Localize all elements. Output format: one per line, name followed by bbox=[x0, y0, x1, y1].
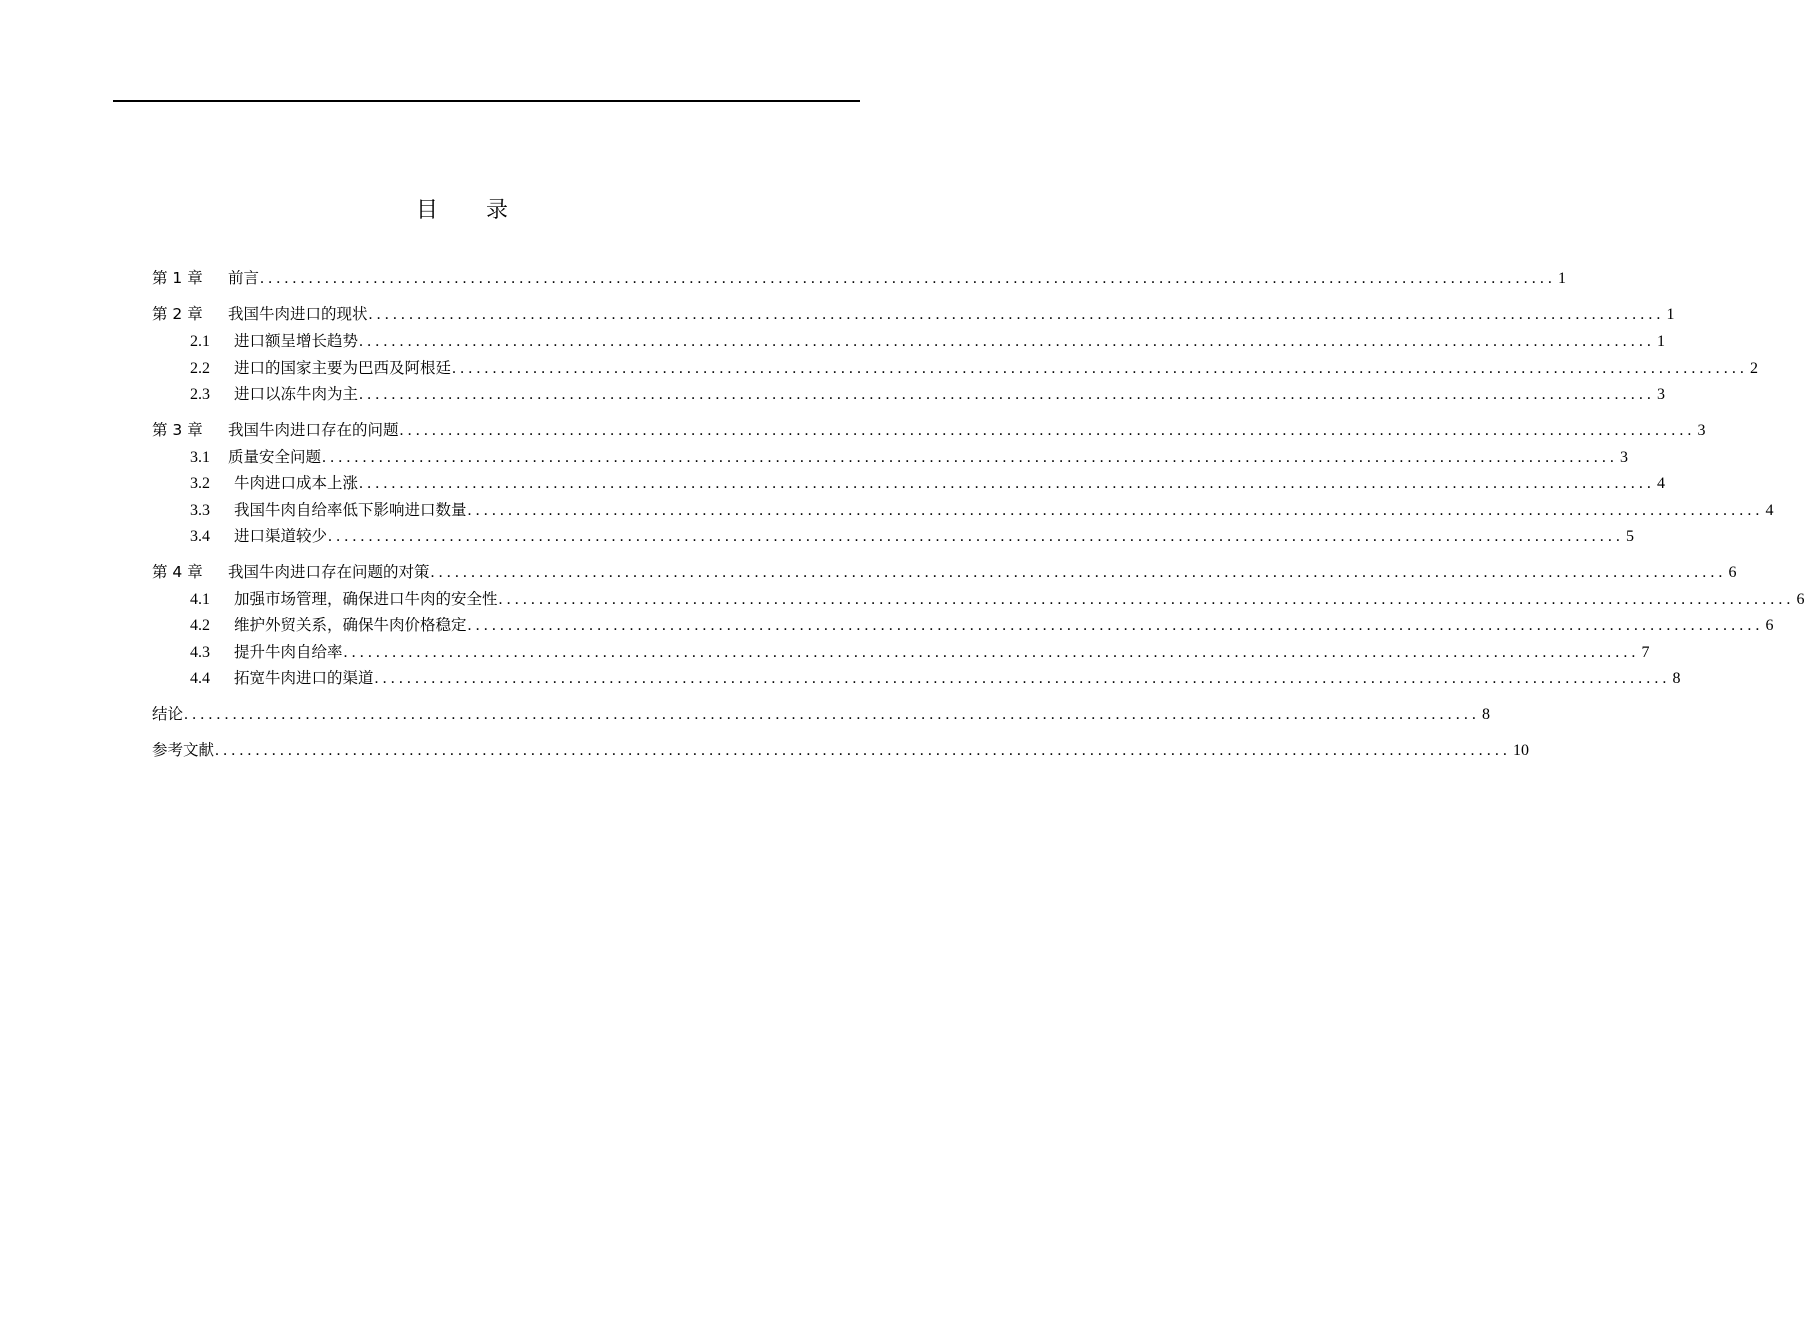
dot-leader bbox=[468, 617, 1764, 635]
toc-entry-page: 6 bbox=[1796, 590, 1805, 608]
toc-entry-page: 1 bbox=[1558, 270, 1567, 287]
toc-entry-section-2-1[interactable] bbox=[152, 329, 1666, 356]
dot-leader bbox=[215, 742, 1511, 760]
dot-leader bbox=[400, 422, 1696, 440]
toc-entry-page: 8 bbox=[1482, 705, 1491, 723]
toc-entry-page: 6 bbox=[1765, 617, 1774, 634]
toc-entry-number: 3.1 bbox=[190, 448, 210, 466]
toc-entry-number: 4.2 bbox=[190, 617, 210, 634]
dot-leader bbox=[260, 270, 1556, 288]
toc-entry-label: 参考文献 bbox=[152, 740, 215, 759]
toc-entry-section-3-2[interactable] bbox=[152, 471, 1666, 498]
toc-entry-page: 10 bbox=[1513, 741, 1530, 759]
toc-entry-number: 3.4 bbox=[190, 528, 210, 545]
toc-entry-label: 进口渠道较少 bbox=[234, 527, 328, 545]
toc-entry-label: 前言 bbox=[228, 269, 260, 287]
dot-leader bbox=[468, 502, 1764, 520]
toc-entry-page: 4 bbox=[1765, 501, 1774, 519]
toc-entry-page: 6 bbox=[1728, 563, 1737, 581]
dot-leader bbox=[359, 475, 1655, 493]
toc-entry-references[interactable] bbox=[152, 738, 1530, 765]
dot-leader bbox=[328, 528, 1624, 546]
toc-entry-label: 加强市场管理，确保进口牛肉的安全性 bbox=[234, 589, 498, 608]
toc-entry-page: 7 bbox=[1641, 643, 1650, 661]
toc-entry-chapter-4[interactable] bbox=[152, 560, 1737, 587]
toc-entry-label: 提升牛肉自给率 bbox=[234, 642, 343, 661]
dot-leader bbox=[375, 670, 1671, 688]
toc-entry-number: 3.2 bbox=[190, 475, 210, 492]
toc-entry-section-4-2[interactable] bbox=[152, 613, 1774, 640]
dot-leader bbox=[322, 449, 1618, 467]
toc-entry-page: 1 bbox=[1657, 333, 1666, 350]
toc-entry-number: 4.1 bbox=[190, 590, 210, 608]
toc-entry-conclusion[interactable] bbox=[152, 702, 1491, 729]
dot-leader bbox=[431, 564, 1727, 582]
toc-entry-page: 2 bbox=[1750, 359, 1759, 377]
toc-entry-section-2-2[interactable] bbox=[152, 356, 1759, 383]
toc-entry-section-4-1[interactable] bbox=[152, 587, 1805, 614]
toc-entry-page: 5 bbox=[1626, 528, 1635, 545]
toc-entry-number: 第 3 章 bbox=[152, 420, 203, 439]
dot-leader bbox=[344, 644, 1640, 662]
toc-entry-page: 3 bbox=[1697, 421, 1706, 439]
toc-entry-number: 第 1 章 bbox=[152, 269, 203, 287]
toc-entry-label: 我国牛肉进口的现状 bbox=[228, 305, 368, 323]
toc-entry-section-4-3[interactable] bbox=[152, 640, 1650, 667]
toc-entry-label: 我国牛肉自给率低下影响进口数量 bbox=[234, 500, 467, 519]
toc-entry-number: 2.3 bbox=[190, 386, 210, 403]
toc-entry-label: 质量安全问题 bbox=[228, 447, 322, 466]
toc-entry-page: 4 bbox=[1657, 475, 1666, 492]
toc-entry-label: 维护外贸关系，确保牛肉价格稳定 bbox=[234, 616, 467, 634]
toc-entry-label: 结论 bbox=[152, 704, 184, 723]
dot-leader bbox=[184, 706, 1480, 724]
toc-entry-number: 第 4 章 bbox=[152, 562, 203, 581]
dot-leader bbox=[499, 591, 1795, 609]
toc-entry-label: 拓宽牛肉进口的渠道 bbox=[234, 669, 374, 687]
toc-entry-section-3-4[interactable] bbox=[152, 524, 1635, 551]
toc-entry-chapter-3[interactable] bbox=[152, 418, 1706, 445]
toc-entry-section-3-1[interactable] bbox=[152, 445, 1629, 472]
dot-leader bbox=[369, 306, 1665, 324]
toc-entry-label: 进口额呈增长趋势 bbox=[234, 332, 359, 350]
table-of-contents bbox=[152, 266, 1805, 765]
dot-leader bbox=[359, 333, 1655, 351]
toc-entry-label: 进口的国家主要为巴西及阿根廷 bbox=[234, 358, 452, 377]
toc-entry-page: 3 bbox=[1657, 386, 1666, 403]
toc-entry-label: 我国牛肉进口存在问题的对策 bbox=[228, 562, 430, 581]
toc-entry-chapter-1[interactable] bbox=[152, 266, 1567, 293]
toc-entry-number: 第 2 章 bbox=[152, 305, 203, 323]
toc-entry-number: 2.1 bbox=[190, 333, 210, 350]
toc-entry-section-3-3[interactable] bbox=[152, 498, 1774, 525]
toc-entry-label: 我国牛肉进口存在的问题 bbox=[228, 420, 399, 439]
toc-entry-number: 4.3 bbox=[190, 643, 210, 661]
dot-leader bbox=[359, 386, 1655, 404]
toc-entry-number: 4.4 bbox=[190, 670, 210, 687]
toc-entry-number: 2.2 bbox=[190, 359, 210, 377]
dot-leader bbox=[452, 360, 1748, 378]
toc-entry-number: 3.3 bbox=[190, 501, 210, 519]
toc-entry-section-2-3[interactable] bbox=[152, 382, 1666, 409]
toc-entry-page: 1 bbox=[1666, 306, 1675, 323]
toc-entry-label: 牛肉进口成本上涨 bbox=[234, 474, 359, 492]
toc-entry-page: 8 bbox=[1672, 670, 1681, 687]
toc-entry-section-4-4[interactable] bbox=[152, 666, 1681, 693]
toc-entry-label: 进口以冻牛肉为主 bbox=[234, 385, 359, 403]
toc-title: 目录 bbox=[415, 198, 556, 223]
header-rule bbox=[113, 100, 860, 102]
toc-entry-page: 3 bbox=[1620, 448, 1629, 466]
toc-entry-chapter-2[interactable] bbox=[152, 302, 1675, 329]
